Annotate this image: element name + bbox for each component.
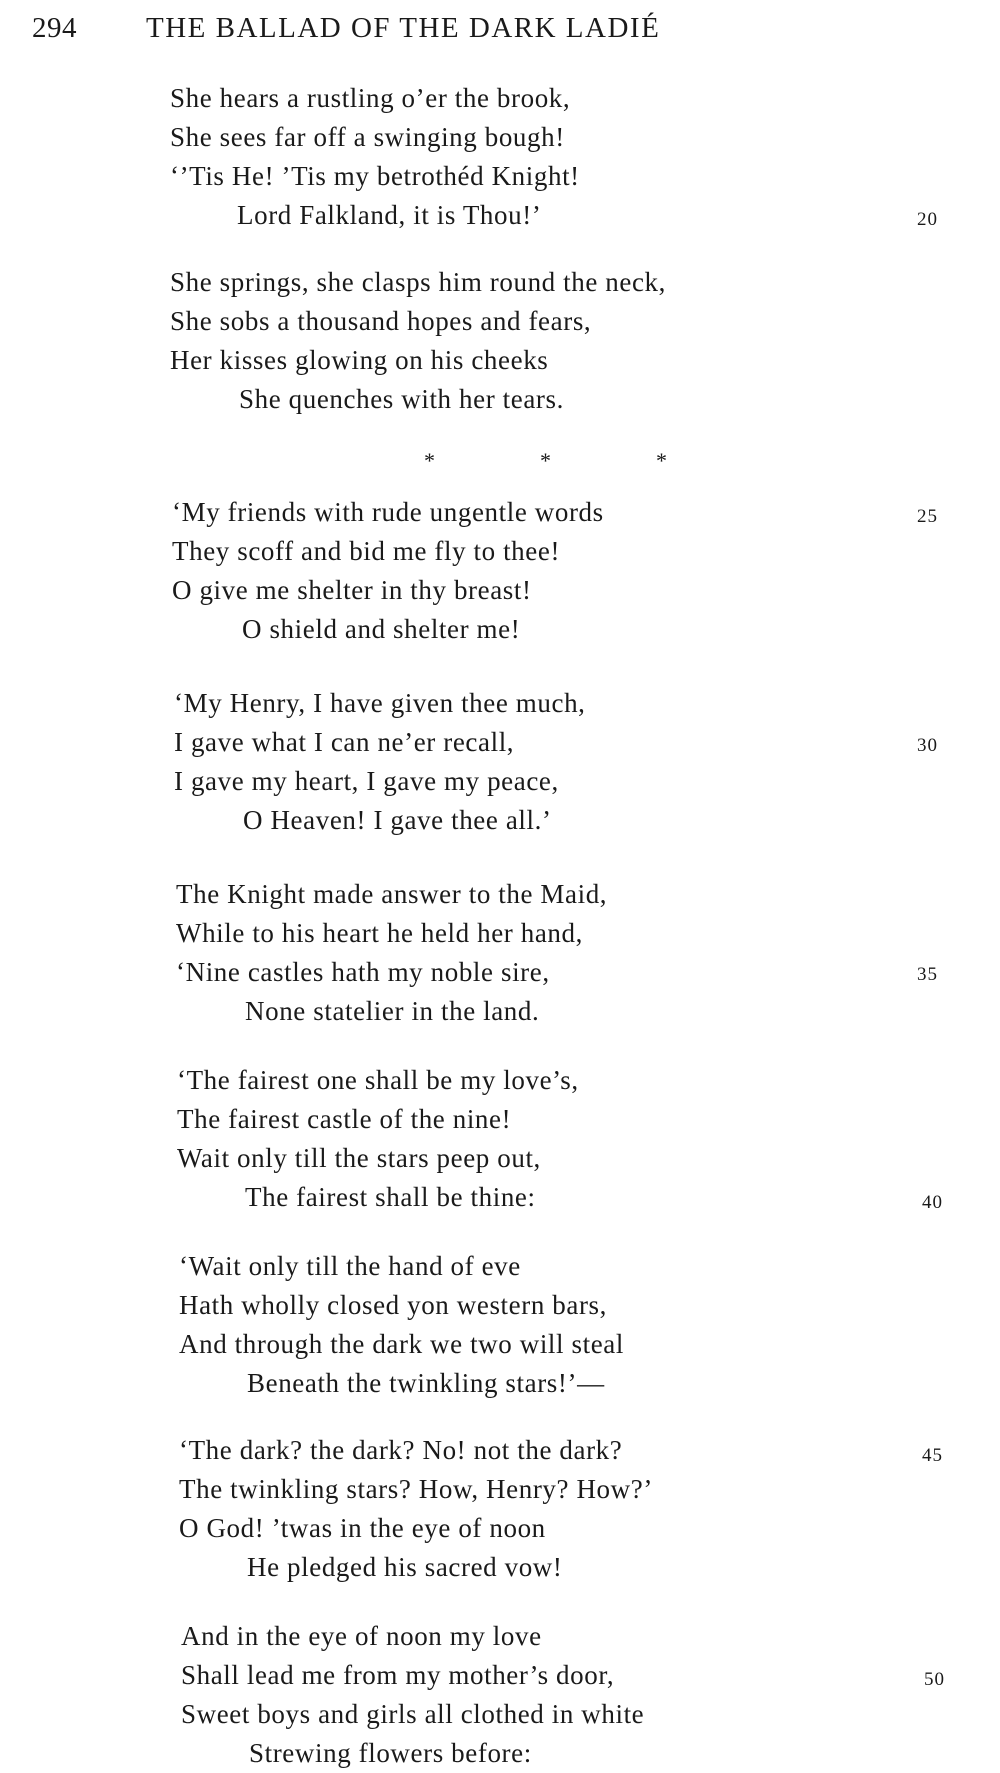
asterisk: *: [656, 448, 667, 473]
running-title: THE BALLAD OF THE DARK LADIÉ: [146, 12, 661, 44]
line-number: 45: [922, 1445, 943, 1466]
poem-line: She hears a rustling o’er the brook,: [170, 83, 571, 113]
poem-line: O God! ’twas in the eye of noon: [179, 1513, 546, 1543]
poem-line: ‘’Tis He! ’Tis my betrothéd Knight!: [170, 161, 580, 191]
poem-line: They scoff and bid me fly to thee!: [172, 536, 561, 566]
poem-line: And through the dark we two will steal: [179, 1329, 624, 1359]
poem-line: The fairest castle of the nine!: [177, 1104, 512, 1134]
poem-line: She springs, she clasps him round the neck,: [170, 267, 666, 297]
line-number: 20: [917, 209, 938, 230]
poem-line: She sees far off a swinging bough!: [170, 122, 565, 152]
poem-line: Sweet boys and girls all clothed in white: [181, 1699, 645, 1729]
poem-line: O Heaven! I gave thee all.’: [243, 805, 552, 835]
poem-line: He pledged his sacred vow!: [247, 1552, 563, 1582]
poem-line: ‘The dark? the dark? No! not the dark?: [179, 1435, 623, 1465]
poem-line: ‘The fairest one shall be my love’s,: [177, 1065, 579, 1095]
line-number: 35: [917, 964, 938, 985]
page-number: 294: [32, 12, 77, 44]
poem-line: She quenches with her tears.: [239, 384, 564, 414]
line-number: 40: [922, 1192, 943, 1213]
poem-line: Her kisses glowing on his cheeks: [170, 345, 549, 375]
poem-line: Shall lead me from my mother’s door,: [181, 1660, 615, 1690]
poem-line: Hath wholly closed yon western bars,: [179, 1290, 608, 1320]
poem-line: ‘Wait only till the hand of eve: [179, 1251, 521, 1281]
poem-line: Strewing flowers before:: [249, 1738, 532, 1768]
line-number: 25: [917, 506, 938, 527]
poem-line: And in the eye of noon my love: [181, 1621, 542, 1651]
line-number: 50: [924, 1669, 945, 1690]
poem-line: Lord Falkland, it is Thou!’: [237, 200, 542, 230]
asterisk: *: [424, 448, 435, 473]
poem-line: She sobs a thousand hopes and fears,: [170, 306, 592, 336]
asterisk: *: [540, 448, 551, 473]
poem-line: I gave what I can ne’er recall,: [174, 727, 515, 757]
poem-line: None statelier in the land.: [245, 996, 540, 1026]
poem-line: The fairest shall be thine:: [245, 1182, 536, 1212]
line-number: 30: [917, 735, 938, 756]
poem-line: Wait only till the stars peep out,: [177, 1143, 541, 1173]
poem-line: Beneath the twinkling stars!’—: [247, 1368, 605, 1398]
poem-line: ‘My Henry, I have given thee much,: [174, 688, 586, 718]
poem-line: I gave my heart, I gave my peace,: [174, 766, 559, 796]
poem-line: ‘My friends with rude ungentle words: [172, 497, 604, 527]
poem-line: While to his heart he held her hand,: [176, 918, 583, 948]
poem-line: O shield and shelter me!: [242, 614, 521, 644]
poem-line: The twinkling stars? How, Henry? How?’: [179, 1474, 653, 1504]
poem-line: O give me shelter in thy breast!: [172, 575, 532, 605]
poem-line: The Knight made answer to the Maid,: [176, 879, 608, 909]
poem-line: ‘Nine castles hath my noble sire,: [176, 957, 550, 987]
